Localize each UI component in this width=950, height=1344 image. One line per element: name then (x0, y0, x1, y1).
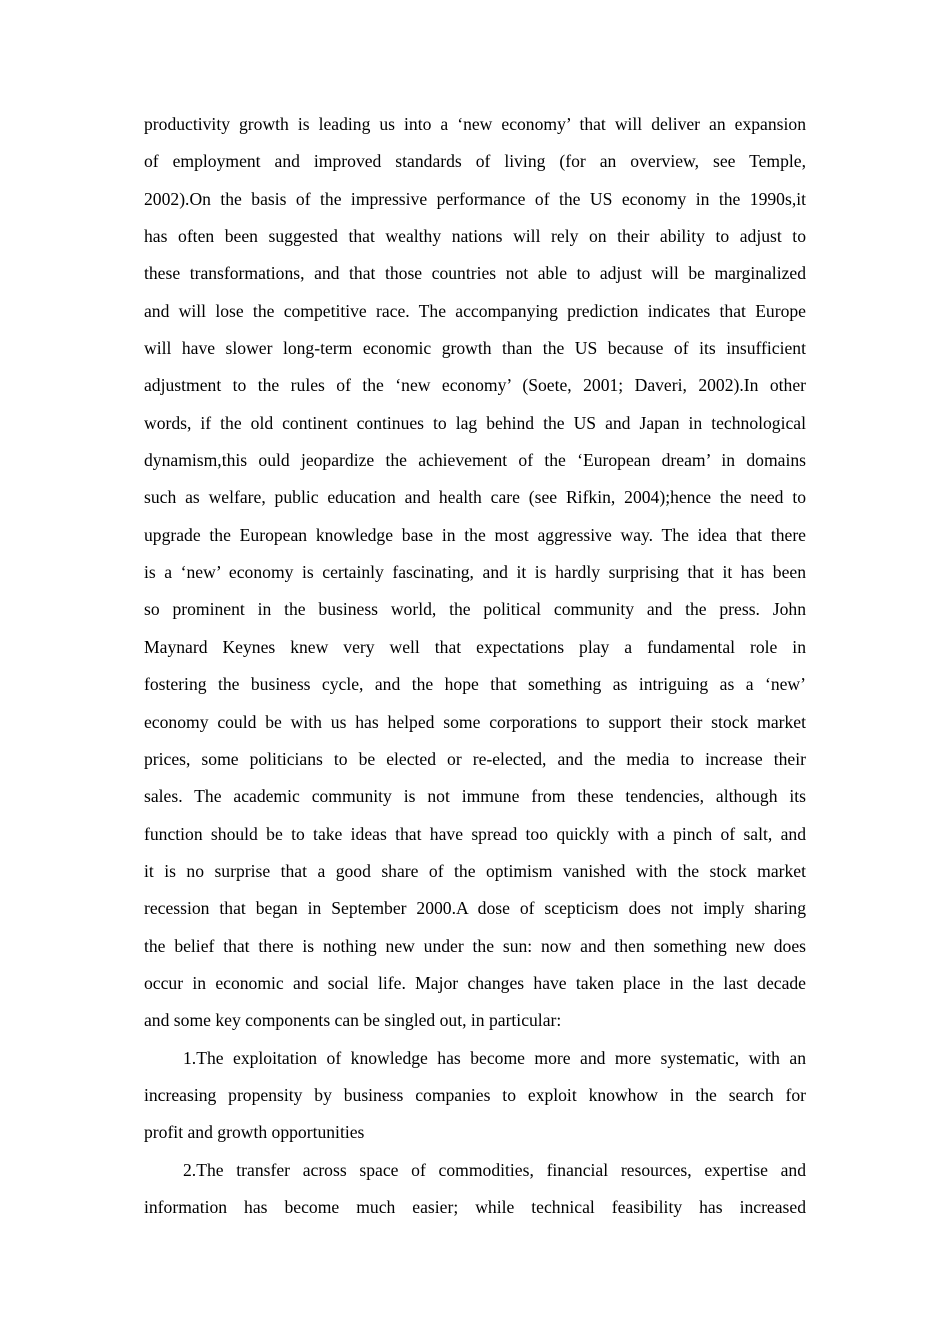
text-line: occur in economic and social life. Major changes have taken place in the last decade (144, 972, 806, 993)
text-line: information has become much easier; while technical feasibility has increased (144, 1196, 806, 1217)
text-line: these transformations, and that those countries not able to adjust will be marginalized (144, 263, 806, 284)
text-line: profit and growth opportunities (144, 1122, 365, 1143)
list-item-paragraph (144, 1158, 806, 1233)
text-line: 1.The exploitation of knowledge has become more and more systematic, with an (183, 1047, 806, 1068)
list-item-paragraph (144, 1046, 806, 1158)
text-line: prices, some politicians to be elected or re-elected, and the media to increase their (144, 748, 806, 769)
text-line: productivity growth is leading us into a ‘new economy’ that will deliver an expansion (144, 114, 806, 134)
text-line: recession that began in September 2000.A dose of scepticism does not imply sharing (144, 898, 806, 919)
document-body (144, 112, 806, 1232)
text-line: such as welfare, public education and health care (see Rifkin, 2004);hence the need to (144, 487, 806, 508)
text-line: words, if the old continent continues to lag behind the US and Japan in technological (144, 412, 806, 433)
text-line: of employment and improved standards of living (for an overview, see Temple, (144, 151, 806, 172)
text-line: so prominent in the business world, the political community and the press. John (144, 599, 806, 620)
text-line: and some key components can be singled out, in particular: (144, 1010, 562, 1031)
text-line: dynamism,this ould jeopardize the achievement of the ‘European dream’ in domains (144, 450, 806, 471)
text-line: economy could be with us has helped some corporations to support their stock market (144, 711, 806, 732)
text-line: adjustment to the rules of the ‘new economy’ (Soete, 2001; Daveri, 2002).In other (144, 375, 806, 396)
text-line: fostering the business cycle, and the hope that something as intriguing as a ‘new’ (144, 674, 806, 695)
text-line: 2002).On the basis of the impressive performance of the US economy in the 1990s,it (144, 188, 806, 209)
text-line: and will lose the competitive race. The accompanying prediction indicates that Europe (144, 300, 806, 321)
text-line: Maynard Keynes knew very well that expectations play a fundamental role in (144, 636, 806, 657)
text-line: 2.The transfer across space of commodities, financial resources, expertise and (183, 1159, 806, 1180)
text-line: sales. The academic community is not immune from these tendencies, although its (144, 786, 806, 807)
text-line: increasing propensity by business companies to exploit knowhow in the search for (144, 1084, 806, 1105)
text-line: has often been suggested that wealthy nations will rely on their ability to adjust to (144, 226, 806, 247)
text-line: will have slower long-term economic growth than the US because of its insufficient (144, 338, 806, 359)
text-line: upgrade the European knowledge base in the most aggressive way. The idea that there (144, 524, 806, 545)
text-line: function should be to take ideas that have spread too quickly with a pinch of salt, and (144, 823, 806, 844)
text-line: it is no surprise that a good share of the optimism vanished with the stock market (144, 860, 806, 881)
text-line: is a ‘new’ economy is certainly fascinating, and it is hardly surprising that it has been (144, 562, 806, 583)
body-paragraph (144, 112, 806, 1046)
text-line: the belief that there is nothing new under the sun: now and then something new does (144, 935, 806, 956)
